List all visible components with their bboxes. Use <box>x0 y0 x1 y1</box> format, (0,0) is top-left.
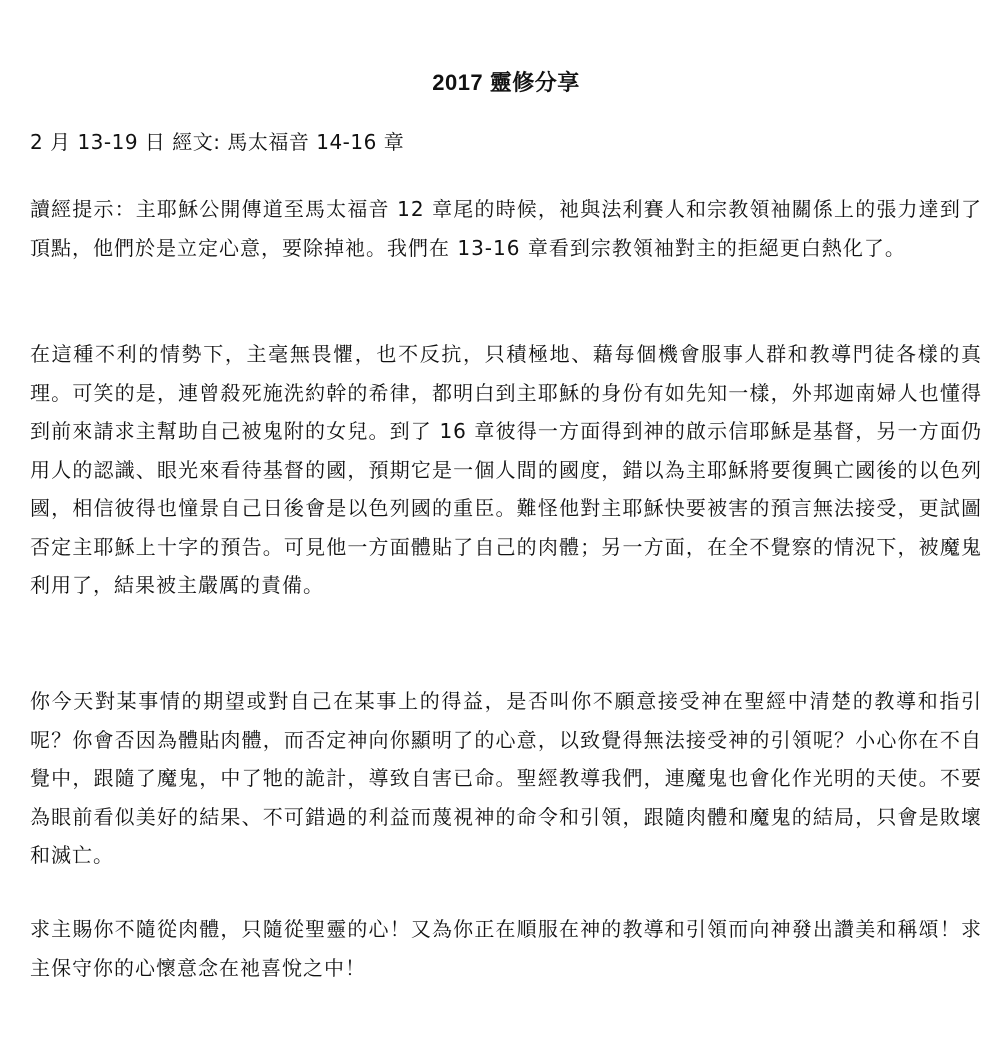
prayer-paragraph: 求主賜你不隨從肉體，只隨從聖靈的心！又為你正在順服在神的教導和引領而向神發出讚美和稱頌！求主保守你的心懷意念在祂喜悅之中！ <box>30 917 982 980</box>
reflection-paragraph: 你今天對某事情的期望或對自己在某事上的得益，是否叫你不願意接受神在聖經中清楚的教導和指引呢？你會否因為體貼肉體，而否定神向你顯明了的心意，以致覺得無法接受神的引領呢？小心你在不自覺中，跟隨了魔鬼，中了牠的詭計，導致自害已命。聖經教導我們，連魔鬼也會化作光明的天使。不要為眼前看似美好的結果、不可錯過的利益而蔑視神的命令和引領，跟隨肉體和魔鬼的結局，只會是敗壞和滅亡。 <box>30 689 982 867</box>
commentary-paragraph: 在這種不利的情勢下，主毫無畏懼，也不反抗，只積極地、藉每個機會服事人群和教導門徒各樣的真理。可笑的是，連曾殺死施洗約幹的希律，都明白到主耶穌的身份有如先知一樣，外邦迦南婦人也懂得到前來請求主幫助自己被鬼附的女兒。到了 16 章彼得一方面得到神的啟示信耶穌是基督，另一方面仍用人的認識、眼光來看待基督的國，預期它是一個人間的國度，錯以為主耶穌將要復興亡國後的以色列國，相信彼得也憧景自己日後會是以色列國的重臣。難怪他對主耶穌快要被害的預言無法接受，更試圖否定主耶穌上十字的預告。可見他一方面體貼了自己的肉體；另一方面，在全不覺察的情況下，被魔鬼利用了，結果被主嚴厲的責備。 <box>30 342 982 597</box>
reading-hint-paragraph: 讀經提示：主耶穌公開傳道至馬太福音 12 章尾的時候，祂與法利賽人和宗教領袖關係上的張力達到了頂點，他們於是立定心意，要除掉祂。我們在 13-16 章看到宗教領袖對主的拒絕更白熱化了。 <box>30 197 982 260</box>
document-title: 2017 靈修分享 <box>432 70 580 95</box>
scripture-reference: 2 月 13-19 日 經文: 馬太福音 14-16 章 <box>30 130 405 154</box>
